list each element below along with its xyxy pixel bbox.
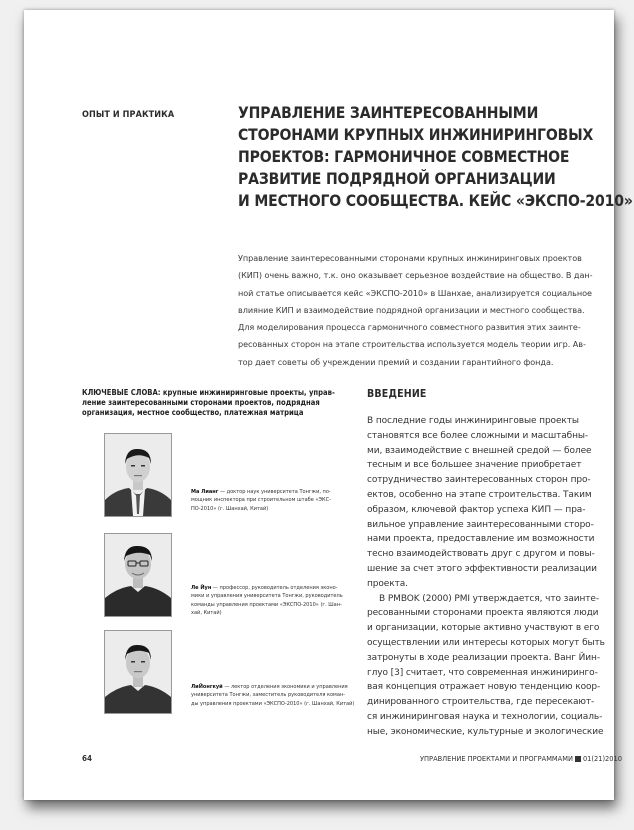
abstract-line: ресованных сторон на этапе строительства используется модель теории игр. Ав- bbox=[238, 339, 586, 350]
body-line: В последние годы инжиниринговые проекты bbox=[367, 416, 579, 426]
title-line: ПРОЕКТОВ: ГАРМОНИЧНОЕ СОВМЕСТНОЕ bbox=[238, 148, 570, 166]
author-name: ЛиЙонгкуй bbox=[191, 684, 223, 690]
magazine-page bbox=[24, 10, 633, 800]
title-line: УПРАВЛЕНИЕ ЗАИНТЕРЕСОВАННЫМИ bbox=[238, 104, 539, 122]
square-bullet-icon bbox=[575, 756, 581, 762]
keywords-line: организация, местное сообщество, платежная матрица bbox=[82, 408, 304, 417]
title-line: РАЗВИТИЕ ПОДРЯДНОЙ ОРГАНИЗАЦИИ bbox=[238, 170, 556, 188]
author-name: Ма Лианг bbox=[191, 489, 219, 495]
body-line: тесным и все большее значение приобретает bbox=[367, 460, 582, 471]
body-line: образом, ключевой фактор успеха КИП — пра- bbox=[367, 504, 586, 515]
body-line: вая концепция отражает новую тенденцию коор- bbox=[367, 682, 601, 693]
body-line: вильное управление заинтересованными сторо- bbox=[367, 519, 594, 530]
abstract-line: Для моделирования процесса гармоничного совместного развития этих заинте- bbox=[238, 322, 581, 333]
abstract bbox=[238, 250, 622, 371]
abstract-line: влияние КИП и взаимодействие подрядной организации и местного сообщества. bbox=[238, 304, 585, 315]
body-text bbox=[367, 414, 617, 740]
author-bio-line: мощник инспектора при строительном штабе «ЭКС- bbox=[191, 497, 331, 504]
author-bio-line: мики и управления университета Тонгжи, руководитель bbox=[191, 593, 343, 600]
journal-name: УПРАВЛЕНИЕ ПРОЕКТАМИ И ПРОГРАММАМИ bbox=[420, 754, 573, 763]
body-line: и организации, которые активно участвуют в его bbox=[367, 623, 600, 634]
author-bio-line: ды управления проектами «ЭКСПО-2010» (г. Шанхай, Китай) bbox=[191, 700, 355, 707]
keywords bbox=[82, 388, 352, 418]
author-bio-line: ПО-2010» (г. Шанхай, Китай) bbox=[191, 505, 269, 512]
page-number: 64 bbox=[82, 754, 93, 763]
body-line: становятся все более сложными и масштабны- bbox=[367, 430, 589, 441]
author-info bbox=[191, 488, 351, 513]
author-photo bbox=[104, 433, 172, 517]
author-name: Ле Йун bbox=[191, 585, 212, 591]
keywords-line: ление заинтересованными сторонами проектов, подрядная bbox=[82, 398, 320, 407]
author-info bbox=[191, 584, 351, 617]
body-line: проекта. bbox=[367, 578, 408, 589]
body-line: затронуты в ходе реализации проекта. Ванг Йин- bbox=[367, 652, 600, 663]
body-line: тесно взаимодействовать друг с другом и повы- bbox=[367, 549, 595, 560]
keywords-line: КЛЮЧЕВЫЕ СЛОВА: крупные инжиниринговые проекты, управ- bbox=[82, 388, 335, 397]
body-line: В PMBOK (2000) PMI утверждается, что заинте- bbox=[379, 593, 600, 604]
body-line: ные, экономические, культурные и экологические bbox=[367, 726, 604, 737]
section-heading-introduction: ВВЕДЕНИЕ bbox=[367, 388, 427, 400]
author-photo bbox=[104, 630, 172, 714]
body-line: ми, взаимодействие с внешней средой — более bbox=[367, 445, 592, 456]
author-info bbox=[191, 683, 355, 708]
body-line: нами проекта, предоставление им возможности bbox=[367, 534, 595, 545]
abstract-line: ной статье описывается кейс «ЭКСПО-2010» в Шанхае, анализируется социальное bbox=[238, 287, 592, 298]
article-title bbox=[238, 102, 633, 212]
abstract-line: (КИП) очень важно, т.к. оно оказывает серьезное воздействие на общество. В дан- bbox=[238, 270, 593, 281]
body-line: сотрудничество заинтересованных сторон про- bbox=[367, 475, 591, 486]
author-bio-line: университета Тонгжи, заместитель руководителя коман- bbox=[191, 692, 346, 699]
author-bio-line: команды управления проектами «ЭКСПО-2010» (г. Шан- bbox=[191, 601, 342, 608]
body-line: осуществлении или интересы которых могут быть bbox=[367, 637, 605, 648]
body-line: шение за счет этого эффективности реализации bbox=[367, 563, 597, 574]
abstract-line: тор дает советы об учреждении премий и создании гарантийного фонда. bbox=[238, 356, 554, 367]
title-line: СТОРОНАМИ КРУПНЫХ ИНЖИНИРИНГОВЫХ bbox=[238, 126, 594, 144]
author-bio-line: — профессор, руководитель отделения эконо- bbox=[211, 585, 338, 591]
abstract-line: Управление заинтересованными сторонами крупных инжиниринговых проектов bbox=[238, 253, 582, 263]
body-line: ся инжиниринговая наука и технологии, социаль- bbox=[367, 711, 603, 722]
body-line: ектов, особенно на этапе строительства. Таким bbox=[367, 489, 592, 500]
issue-number: 01(21)2010 bbox=[582, 754, 622, 763]
author-bio-line: — лектор отделения экономики и управления bbox=[222, 684, 348, 690]
title-line: И МЕСТНОГО СООБЩЕСТВА. КЕЙС «ЭКСПО-2010» bbox=[238, 192, 633, 210]
section-label: ОПЫТ И ПРАКТИКА bbox=[82, 110, 175, 120]
footer-journal bbox=[420, 754, 622, 763]
body-line: ресованными сторонами проекта являются люди bbox=[367, 608, 599, 619]
body-line: динированного строительства, где пересекают- bbox=[367, 697, 595, 708]
author-bio-line: — доктор наук университета Тонгжи, по- bbox=[218, 489, 331, 495]
author-photo bbox=[104, 533, 172, 617]
body-line: глуо [3] считает, что современная инжиниринго- bbox=[367, 667, 598, 678]
author-bio-line: хай, Китай) bbox=[191, 609, 222, 616]
